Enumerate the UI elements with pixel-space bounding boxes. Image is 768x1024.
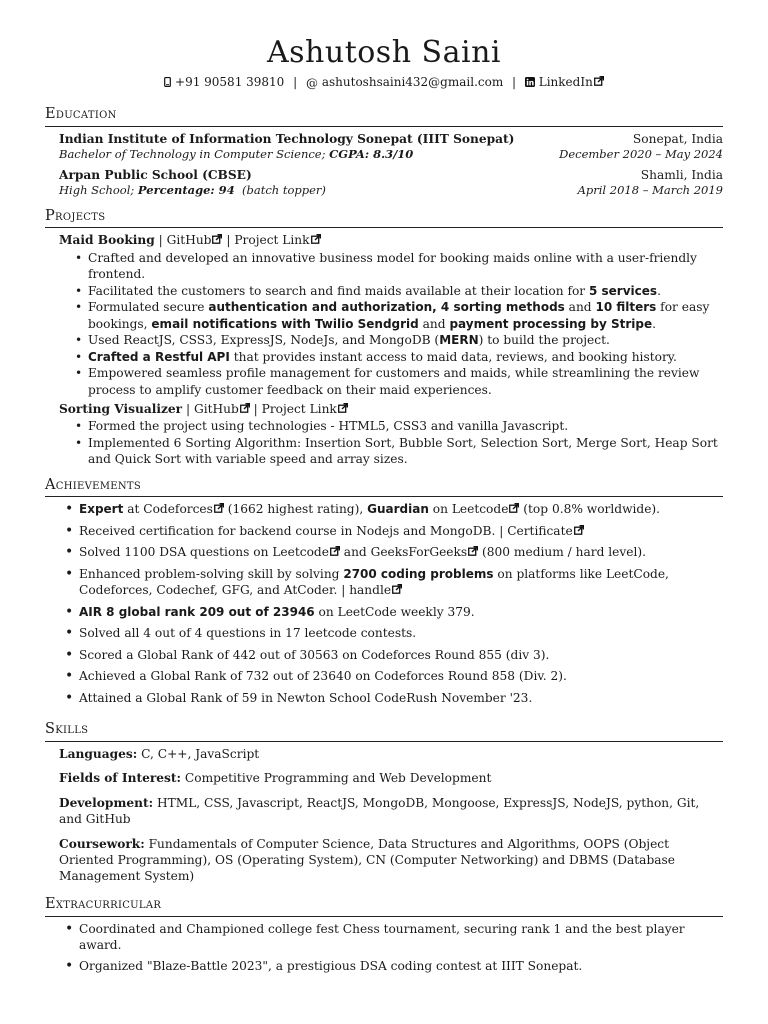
project-maid-booking [45, 232, 723, 398]
skill-value: C, C++, JavaScript [137, 746, 260, 761]
external-link-icon[interactable] [509, 503, 519, 513]
github-link[interactable]: GitHub [166, 233, 212, 248]
skill-row [59, 746, 723, 762]
highlight: MERN [439, 333, 479, 348]
text: Facilitated the customers to search and find maids available at their location for [88, 283, 589, 298]
highlight: payment processing by Stripe [449, 316, 653, 331]
text: (800 medium / hard level). [478, 545, 647, 560]
highlight: Expert [79, 502, 124, 517]
skill-label: Languages: [59, 746, 138, 761]
linkedin-icon [525, 75, 535, 91]
list-item [79, 501, 723, 517]
grade: CGPA: 8.3/10 [329, 147, 414, 162]
project-name: Sorting Visualizer [59, 401, 183, 416]
school-location: Sonepat, India [632, 131, 723, 146]
list-item [88, 299, 723, 332]
external-link-icon[interactable] [214, 503, 224, 513]
project-link[interactable]: Project Link [261, 401, 337, 416]
list-item: • Scored a Global Rank of 442 out of 30563 on Codeforces Round 855 (div 3). [79, 647, 723, 663]
phone-icon [164, 75, 171, 91]
external-link-icon[interactable] [330, 546, 340, 556]
resume-page [45, 35, 723, 983]
project-bullets [59, 418, 723, 467]
text: ) to build the project. [478, 333, 610, 348]
text: . [657, 283, 661, 298]
highlight: email notifications with Twilio Sendgrid [151, 316, 419, 331]
external-link-icon[interactable] [468, 546, 478, 556]
text: and [564, 300, 596, 315]
highlight: AIR 8 global rank 209 out of 23946 [79, 604, 315, 619]
text: (1662 highest rating), [223, 502, 368, 517]
leetcode-link[interactable]: Leetcode [272, 545, 329, 560]
list-item: • Solved all 4 out of 4 questions in 17 leetcode contests. [79, 625, 723, 641]
skill-row [59, 795, 723, 828]
list-item [79, 604, 723, 620]
skills-heading: Skills [45, 720, 723, 742]
list-item [79, 566, 723, 599]
project-name: Maid Booking [59, 233, 155, 248]
project-sorting-visualizer [45, 401, 723, 468]
external-link-icon[interactable] [311, 234, 321, 244]
degree [59, 147, 413, 163]
education-heading: Education [45, 105, 723, 127]
highlight: Crafted a Restful API [88, 349, 230, 364]
project-header: Maid Booking | GitHub | Project Link [59, 232, 723, 248]
linkedin-link[interactable]: LinkedIn [538, 75, 593, 89]
text: and [339, 545, 371, 560]
certificate-link[interactable]: Certificate [507, 523, 573, 538]
list-item: • Achieved a Global Rank of 732 out of 23640 on Codeforces Round 858 (Div. 2). [79, 668, 723, 684]
education-dates: December 2020 – May 2024 [559, 147, 723, 162]
school-name: Arpan Public School (CBSE) [59, 167, 252, 182]
achievements-section [45, 476, 723, 706]
external-link-icon[interactable] [240, 403, 250, 413]
skill-value: Competitive Programming and Web Development [181, 771, 492, 786]
education-entry [45, 167, 723, 199]
school-location: Shamli, India [640, 167, 723, 182]
text: and [418, 316, 450, 331]
contact-line [45, 74, 723, 91]
list-item [79, 523, 723, 539]
codeforces-link[interactable]: Codeforces [143, 502, 213, 517]
skill-value: Fundamentals of Computer Science, Data Structures and Algorithms, OOPS (Object Oriented Programming), OS (Operating System), CN (Computer Networking) and DBMS (Database Management System) [59, 836, 675, 884]
text: Solved 1100 DSA questions on [79, 545, 273, 560]
school-name: Indian Institute of Information Technology Sonepat (IIIT Sonepat) [59, 131, 515, 146]
projects-section [45, 207, 723, 468]
external-link-icon[interactable] [594, 76, 604, 86]
education-section [45, 105, 723, 199]
text: on platforms like LeetCode, Codeforces, Codechef, GFG, and AtCoder. | [79, 566, 669, 598]
project-link[interactable]: Project Link [234, 233, 310, 248]
handle-link[interactable]: handle [349, 583, 392, 598]
list-item: • Implemented 6 Sorting Algorithm: Insertion Sort, Bubble Sort, Selection Sort, Merge Sort, Heap Sort and Quick Sort with variable speed and array sizes. [88, 435, 723, 468]
text: . [652, 316, 656, 331]
at-icon: @ [306, 76, 319, 90]
list-item: • Coordinated and Championed college fest Chess tournament, securing rank 1 and the best player award. [79, 921, 723, 954]
text: Received certification for backend course in Nodejs and MongoDB. | [79, 523, 508, 538]
list-item [88, 283, 723, 299]
extracurricular-heading: Extracurricular [45, 895, 723, 917]
external-link-icon[interactable] [212, 234, 222, 244]
grade-note: (batch topper) [242, 183, 326, 198]
list-item: • Attained a Global Rank of 59 in Newton School CodeRush November '23. [79, 690, 723, 706]
text: on LeetCode weekly 379. [314, 604, 475, 619]
external-link-icon[interactable] [392, 584, 402, 594]
extracurricular-list [45, 921, 723, 975]
text: at [123, 502, 144, 517]
education-dates: April 2018 – March 2019 [577, 183, 723, 198]
external-link-icon[interactable] [338, 403, 348, 413]
achievements-list [45, 501, 723, 706]
skills-section [45, 720, 723, 885]
grade: Percentage: 94 [137, 183, 235, 198]
skill-row [59, 770, 723, 786]
project-bullets [59, 250, 723, 398]
highlight: authentication and authorization, 4 sorting methods [208, 300, 565, 315]
highlight: 10 filters [595, 300, 657, 315]
degree-text: High School; [59, 183, 135, 198]
text: on [428, 502, 452, 517]
projects-heading: Projects [45, 207, 723, 229]
text: Enhanced problem-solving skill by solving [79, 566, 344, 581]
email-link[interactable]: ashutoshsaini432@gmail.com [321, 75, 504, 89]
external-link-icon[interactable] [574, 525, 584, 535]
degree-text: Bachelor of Technology in Computer Science; [59, 147, 326, 162]
list-item [88, 332, 723, 348]
project-header: Sorting Visualizer | GitHub | Project Link [59, 401, 723, 417]
candidate-name: Ashutosh Saini [266, 35, 502, 70]
highlight: Guardian [367, 502, 429, 517]
skills-body [45, 746, 723, 885]
skill-label: Fields of Interest: [59, 771, 182, 786]
education-entry [45, 131, 723, 163]
skill-label: Coursework: [59, 836, 145, 851]
separator: | [293, 75, 298, 89]
phone-number[interactable]: +91 90581 39810 [175, 75, 285, 89]
list-item [88, 349, 723, 365]
skill-label: Development: [59, 795, 154, 810]
degree [59, 183, 326, 199]
achievements-heading: Achievements [45, 476, 723, 498]
geeksforgeeks-link[interactable]: GeeksForGeeks [370, 545, 468, 560]
text: for easy bookings, [88, 300, 710, 331]
github-link[interactable]: GitHub [193, 401, 239, 416]
list-item [79, 544, 723, 560]
extracurricular-section [45, 895, 723, 975]
skill-value: HTML, CSS, Javascript, ReactJS, MongoDB, Mongoose, ExpressJS, NodeJS, python, Git, and GitHub [59, 795, 700, 827]
text: Used ReactJS, CSS3, ExpressJS, NodeJs, and MongoDB ( [88, 333, 440, 348]
list-item: • Formed the project using technologies - HTML5, CSS3 and vanilla Javascript. [88, 418, 723, 434]
leetcode-link[interactable]: Leetcode [451, 502, 509, 517]
skill-row [59, 836, 723, 885]
highlight: 2700 coding problems [343, 566, 494, 581]
list-item: • Empowered seamless profile management for customers and maids, while streamlining the review process to amplify customer feedback on their maid experiences. [88, 365, 723, 398]
separator: | [512, 75, 517, 89]
list-item: • Organized "Blaze-Battle 2023", a prestigious DSA coding contest at IIIT Sonepat. [79, 958, 723, 974]
text: that provides instant access to maid data, reviews, and booking history. [229, 349, 677, 364]
text: Formulated secure [88, 300, 209, 315]
text: (top 0.8% worldwide). [519, 502, 661, 517]
list-item: • Crafted and developed an innovative business model for booking maids online with a user-friendly frontend. [88, 250, 723, 283]
highlight: 5 services [589, 283, 658, 298]
